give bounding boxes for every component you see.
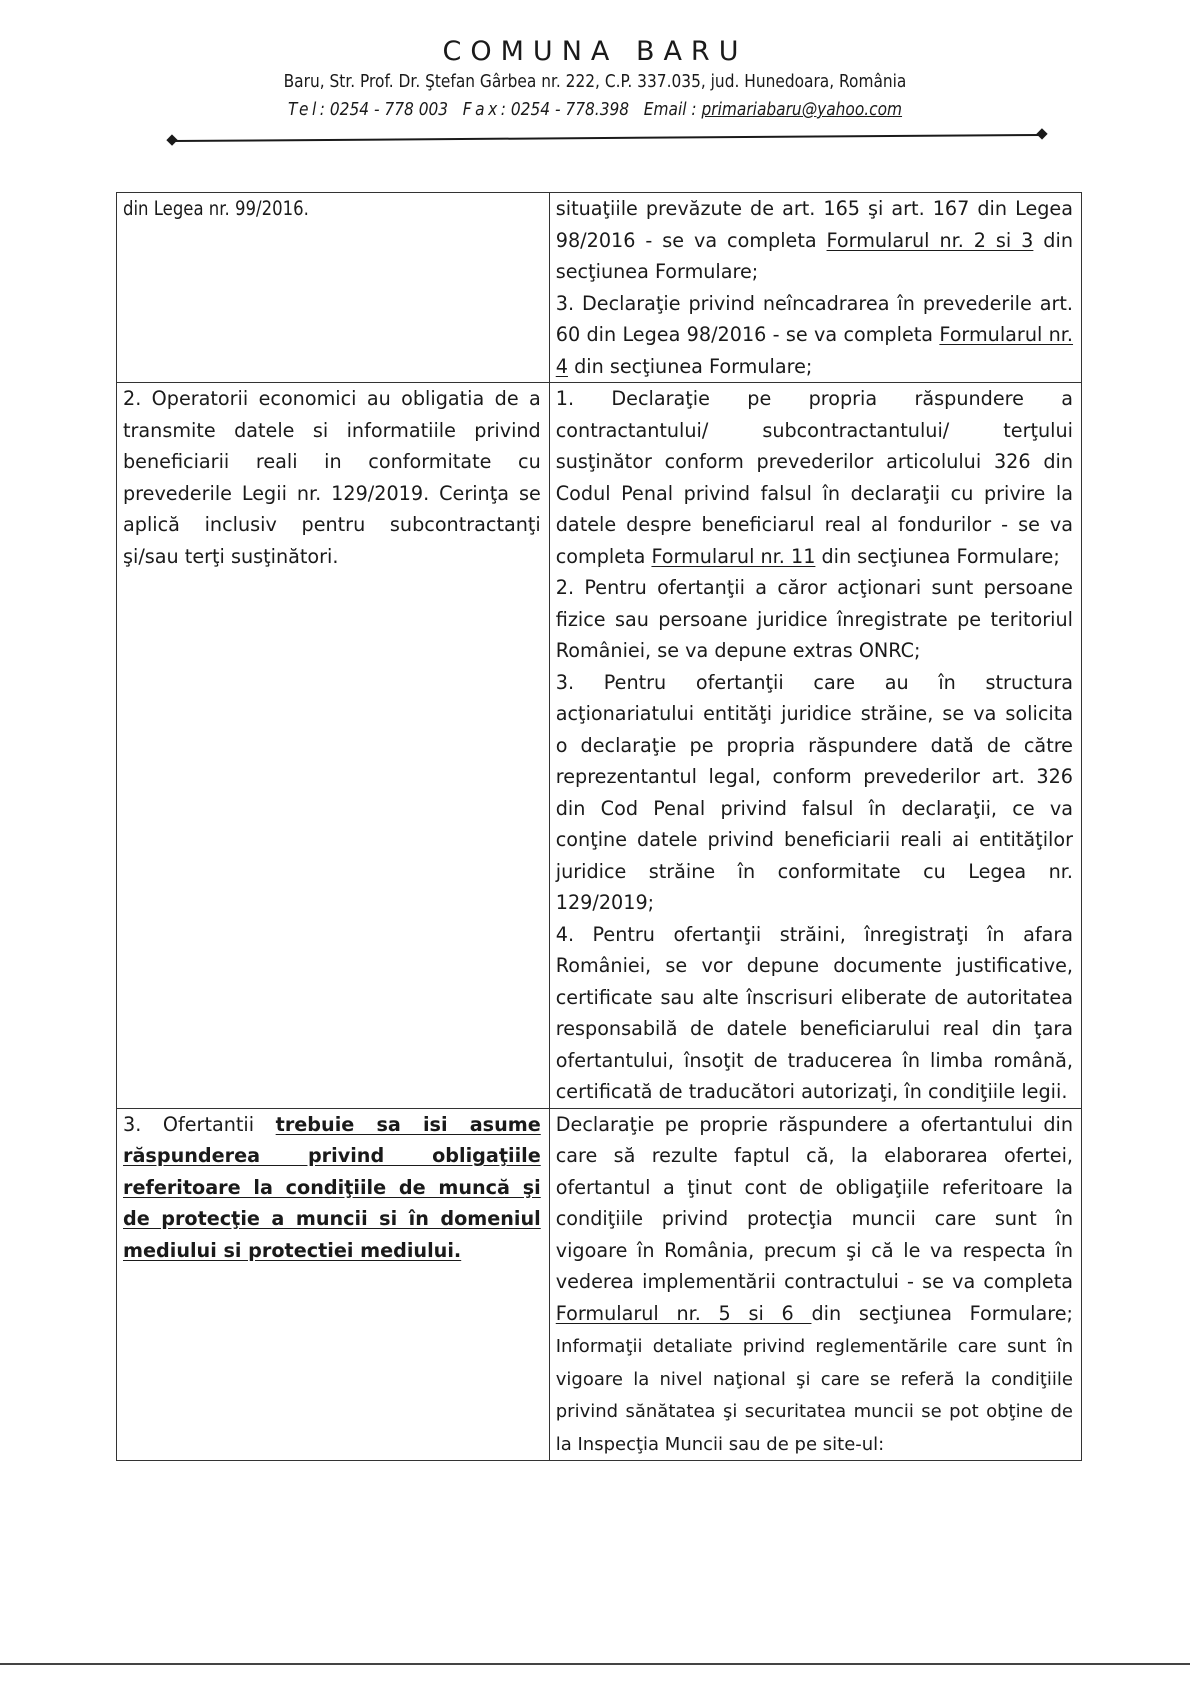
text: din secţiunea Formulare; bbox=[567, 354, 813, 378]
requirement-text: 3. Ofertantii bbox=[123, 1112, 276, 1136]
documents-paragraph bbox=[556, 383, 1073, 572]
formular-link[interactable]: Formularul nr. 5 si 6 bbox=[555, 1301, 812, 1325]
documents-paragraph bbox=[556, 193, 1073, 288]
table-row bbox=[117, 1108, 1082, 1461]
table-row bbox=[117, 383, 1082, 1109]
requirement-cell bbox=[117, 383, 550, 1109]
documents-cell bbox=[549, 193, 1081, 383]
requirement-underlined-text: trebuie sa isi asume răspunderea privind obligaţiile referitoare la condiţiile de muncă şi de protecţie a muncii si în domeniul mediului si protectiei mediului. bbox=[123, 1112, 541, 1262]
fax-value: : 0254 - 778.398 bbox=[500, 100, 630, 120]
diamond-left-icon bbox=[166, 134, 177, 145]
documents-cell bbox=[549, 383, 1081, 1109]
text: 3. Declaraţie privind neîncadrarea în prevederile art. 60 din Legea 98/2016 - se va completa bbox=[555, 291, 1073, 346]
documents-paragraph: 3. Pentru ofertanţii care au în structura acţionariatului entităţi juridice străine, se va solicita o declaraţie pe propria răspundere dată de către reprezentantul legal, conform prevederilor art. 326 din Cod Penal privind falsul în declaraţii, ce va conţine datele privind beneficiarii reali ai entităţilor juridice străine în conformitate cu Legea nr. 129/2019; bbox=[555, 670, 1073, 914]
requirement-text: din Legea nr. 99/2016. bbox=[123, 197, 309, 220]
email-label: Email : bbox=[643, 100, 697, 120]
info-text: Informaţii detaliate privind reglementările care sunt în vigoare la nivel naţional şi care se referă la condiţiile privind sănătatea şi securitatea muncii se pot obţine de la Inspecţia Muncii sau de pe site-ul: bbox=[555, 1336, 1073, 1455]
header-divider bbox=[172, 134, 1042, 142]
page-title: COMUNA BARU bbox=[442, 36, 748, 67]
requirement-cell bbox=[117, 193, 550, 383]
documents-paragraph: 4. Pentru ofertanţii străini, înregistraţi în afara României, se vor depune documente justificative, certificate sau alte înscrisuri eliberate de autoritatea responsabilă de datele beneficiarului real din ţara ofertantului, însoţit de traducerea în limba română, certificată de traducători autorizaţi, în condiţiile legii. bbox=[555, 922, 1073, 1103]
documents-cell bbox=[549, 1108, 1081, 1461]
text: Declaraţie pe proprie răspundere a ofertantului din care să rezulte faptul că, la elaborarea ofertei, ofertantul a ţinut cont de obligaţiile referitoare la condiţiile privind protecţia muncii care sunt în vigoare în România, precum şi că le va respecta în vederea implementării contractului - se va completa bbox=[555, 1112, 1073, 1293]
formular-link[interactable]: Formularul nr. 4 bbox=[555, 323, 1074, 378]
table-row bbox=[117, 193, 1082, 383]
documents-paragraph bbox=[556, 288, 1073, 383]
text: din secţiunea Formulare; bbox=[815, 544, 1060, 568]
tel-value: : 0254 - 778 003 bbox=[319, 100, 449, 120]
address-line: Baru, Str. Prof. Dr. Ştefan Gârbea nr. 222, C.P. 337.035, jud. Hunedoara, România bbox=[283, 72, 907, 92]
text: 1. Declaraţie pe propria răspundere a contractantului/ subcontractantului/ terţului susţinător conform prevederilor articolului 326 din Codul Penal privind falsul în declaraţii cu privire la datele despre beneficiarul real al fondurilor - se va completa bbox=[555, 387, 1073, 568]
formular-link[interactable]: Formularul nr. 2 si 3 bbox=[826, 228, 1034, 252]
email-link[interactable]: primariabaru@yahoo.com bbox=[701, 100, 903, 120]
page-bottom-edge bbox=[0, 1663, 1190, 1665]
requirement-text: 2. Operatorii economici au obligatia de a transmite datele si informatiile privind beneficiarii reali in conformitate cu prevederile Legii nr. 129/2019. Cerinţa se aplică inclusiv pentru subcontractanţi şi/sau terţi susţinători. bbox=[123, 387, 541, 568]
formular-link[interactable]: Formularul nr. 11 bbox=[651, 544, 816, 568]
text: din secţiunea Formulare; bbox=[811, 1301, 1073, 1325]
diamond-right-icon bbox=[1036, 128, 1047, 139]
contact-line bbox=[71, 100, 1118, 120]
fax-label: Fax bbox=[462, 100, 501, 120]
tel-label: Tel bbox=[287, 100, 320, 120]
text: din secţiunea Formulare; bbox=[555, 228, 1073, 283]
requirements-table bbox=[116, 192, 1082, 1461]
text: situaţiile prevăzute de art. 165 şi art. 167 din Legea 98/2016 - se va completa bbox=[555, 197, 1073, 252]
requirement-cell bbox=[117, 1108, 550, 1461]
documents-paragraph: 2. Pentru ofertanţii a căror acţionari sunt persoane fizice sau persoane juridice înregistrate pe teritoriul României, se va depune extras ONRC; bbox=[555, 576, 1073, 662]
